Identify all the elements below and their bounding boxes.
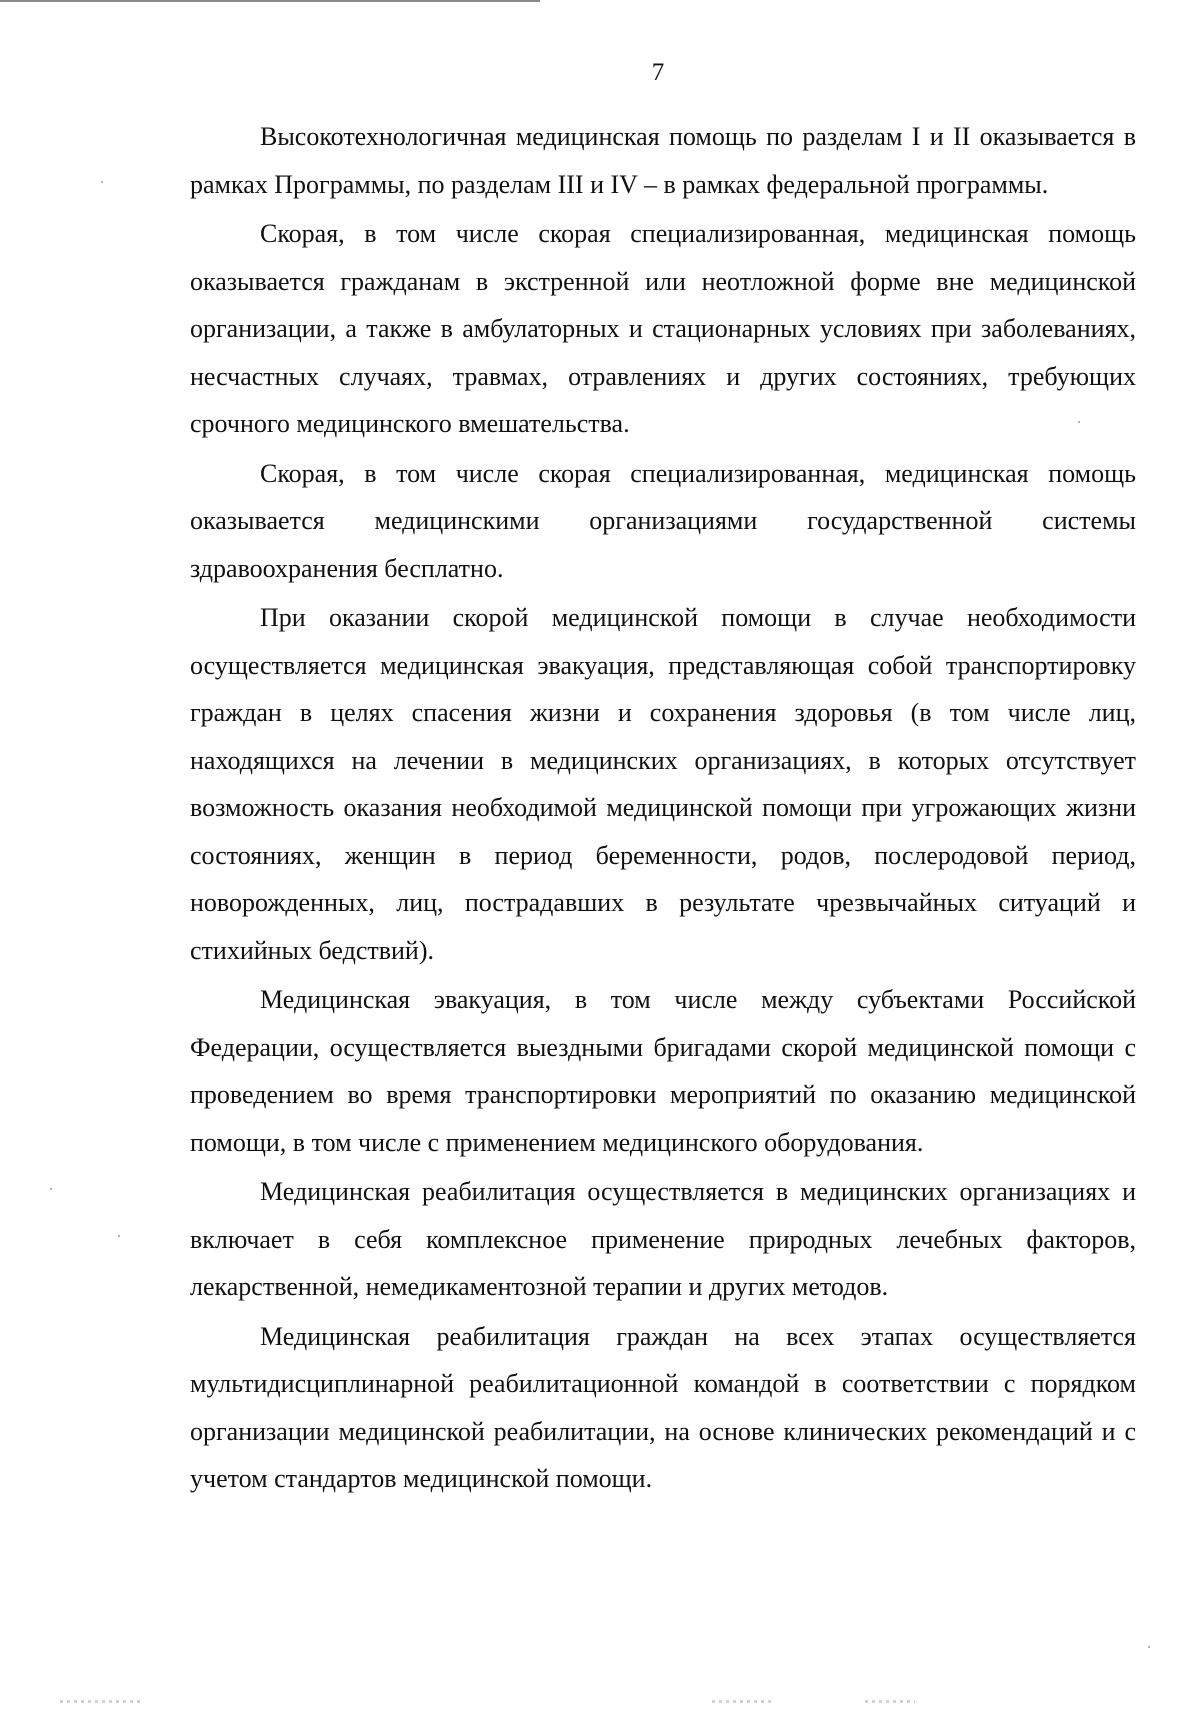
scan-speck (50, 1188, 52, 1190)
scan-speck (1078, 421, 1080, 423)
paragraph-high-tech-care: Высокотехнологичная медицинская помощь по разделам I и II оказывается в рамках Программы, по разделам III и IV – в рамках федеральной программы. (190, 122, 1136, 199)
page-number: 7 (651, 59, 665, 86)
scan-speck (101, 181, 103, 183)
paragraph-medical-evacuation-brigades: Медицинская эвакуация, в том числе между субъектами Российской Федерации, осуществляется выездными бригадами скорой медицинской помощи с проведением во время транспортировки мероприятий по оказанию медицинской помощи, в том числе с применением медицинского оборудования. (190, 985, 1136, 1157)
scan-speck (118, 1235, 120, 1237)
scan-smudge-bottom-center (712, 1700, 772, 1703)
paragraph-medical-evacuation-definition: При оказании скорой медицинской помощи в случае необходимости осуществляется медицинская эвакуация, представляющая собой транспортировку граждан в целях спасения жизни и сохранения здоровья (в том числе лиц, находящихся на лечении в медицинских организациях, в которых отсутствует возможность оказания необходимой медицинской помощи при угрожающих жизни состояниях, женщин в период беременности, родов, послеродовой период, новорожденных, лиц, пострадавших в результате чрезвычайных ситуаций и стихийных бедствий). (190, 603, 1136, 965)
paragraph-rehabilitation-organizations: Медицинская реабилитация осуществляется в медицинских организациях и включает в себя комплексное применение природных лечебных факторов, лекарственной, немедикаментозной терапии и других методов. (190, 1177, 1136, 1301)
paragraph-emergency-care-free: Скорая, в том числе скорая специализированная, медицинская помощь оказывается медицинскими организациями государственной системы здравоохранения бесплатно. (190, 458, 1136, 583)
paragraph-rehabilitation-team: Медицинская реабилитация граждан на всех этапах осуществляется мультидисциплинарной реабилитационной командой в соответствии с порядком организации медицинской реабилитации, на основе клинических рекомендаций и с учетом стандартов медицинской помощи. (190, 1321, 1136, 1493)
scan-top-edge-line (0, 0, 540, 2)
scan-smudge-bottom-right (865, 1700, 915, 1703)
document-body (190, 113, 1136, 1505)
scan-smudge-bottom-left (60, 1700, 140, 1703)
scan-speck (1148, 1646, 1150, 1648)
paragraph-emergency-care-scope: Скорая, в том числе скорая специализированная, медицинская помощь оказывается гражданам в экстренной или неотложной форме вне медицинской организации, а также в амбулаторных и стационарных условиях при заболеваниях, несчастных случаях, травмах, отравлениях и других состояниях, требующих срочного медицинского вмешательства. (190, 219, 1136, 438)
